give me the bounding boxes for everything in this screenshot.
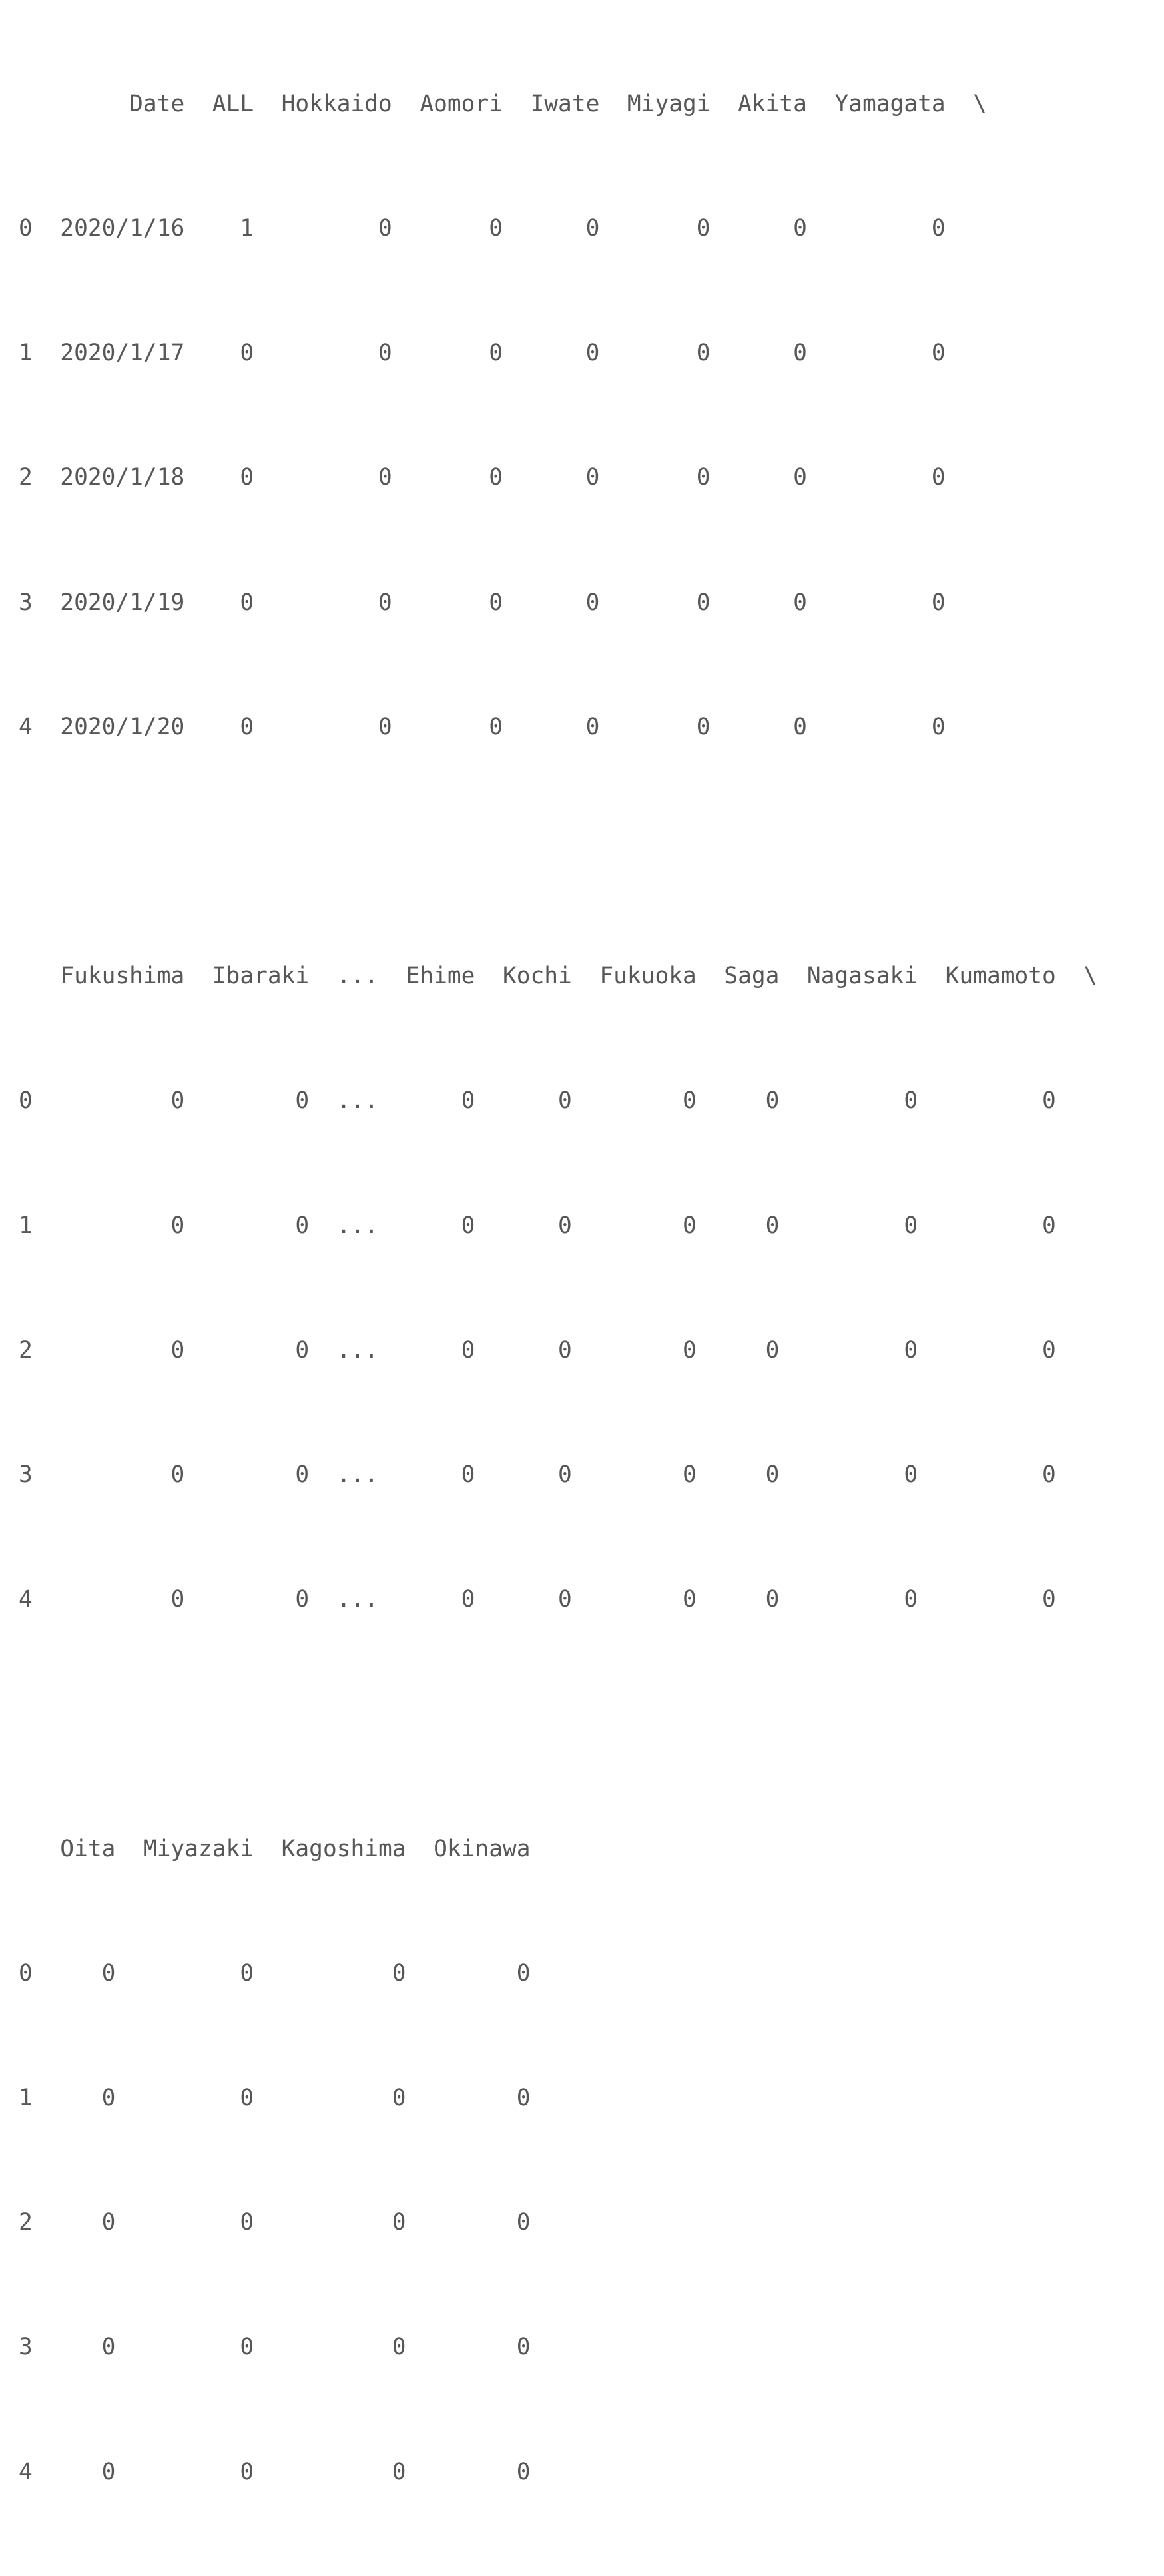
df-block-2-row-0: 0 0 0 ... 0 0 0 0 0 0 — [19, 1087, 1056, 1115]
df-block-1-row-2: 2 2020/1/18 0 0 0 0 0 0 0 — [19, 464, 946, 491]
df-block-3-header-line: Oita Miyazaki Kagoshima Okinawa — [19, 1835, 531, 1862]
df-block-1-header-line: Date ALL Hokkaido Aomori Iwate Miyagi Akita Yamagata \ — [19, 90, 987, 117]
df-block-3-row-0: 0 0 0 0 0 — [19, 1959, 531, 1987]
df-block-1-row-1: 1 2020/1/17 0 0 0 0 0 0 0 — [19, 340, 946, 367]
df-block-3-row-2: 2 0 0 0 0 — [19, 2209, 531, 2236]
df-block-1 — [19, 0, 1164, 831]
df-block-2 — [19, 872, 1164, 1703]
df-block-2-row-1: 1 0 0 ... 0 0 0 0 0 0 — [19, 1212, 1056, 1239]
df-block-3-row-3: 3 0 0 0 0 — [19, 2334, 531, 2361]
df-block-3-row-4: 4 0 0 0 0 — [19, 2458, 531, 2485]
df-block-1-row-4: 4 2020/1/20 0 0 0 0 0 0 0 — [19, 713, 946, 740]
df-block-2-row-2: 2 0 0 ... 0 0 0 0 0 0 — [19, 1336, 1056, 1364]
df-block-1-row-0: 0 2020/1/16 1 0 0 0 0 0 0 — [19, 215, 946, 242]
df-block-2-header-line: Fukushima Ibaraki ... Ehime Kochi Fukuoka Saga Nagasaki Kumamoto \ — [19, 963, 1098, 990]
df-block-3 — [19, 1745, 1164, 2576]
df-block-3-row-1: 1 0 0 0 0 — [19, 2085, 531, 2112]
df-block-2-row-3: 3 0 0 ... 0 0 0 0 0 0 — [19, 1461, 1056, 1489]
df-block-2-row-4: 4 0 0 ... 0 0 0 0 0 0 — [19, 1586, 1056, 1613]
df-block-1-row-3: 3 2020/1/19 0 0 0 0 0 0 0 — [19, 589, 946, 616]
